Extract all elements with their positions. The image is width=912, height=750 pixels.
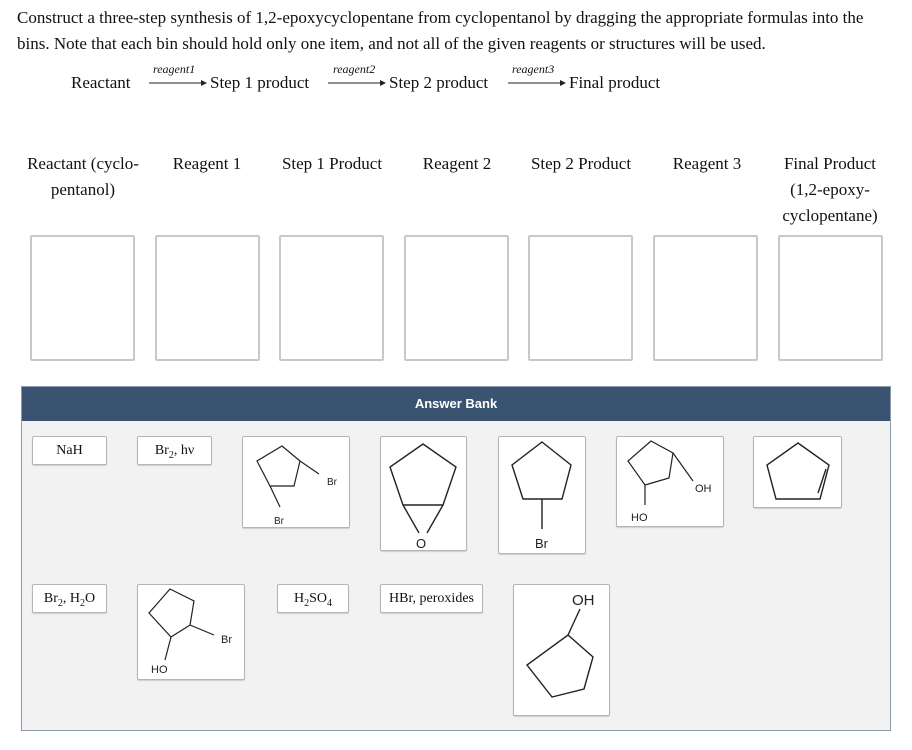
bin-label-final: Final Product (1,2-epoxy- cyclopentane): [782, 154, 878, 225]
svg-text:O: O: [416, 536, 427, 550]
cyclopentane-1,3-diol-icon: [617, 437, 723, 526]
tile-hbr-peroxides[interactable]: HBr, peroxides: [380, 584, 483, 613]
answer-bank-title: Answer Bank: [22, 387, 890, 421]
tile-bromocyclopentanol[interactable]: [137, 584, 245, 680]
tile-dibromocyclopentane[interactable]: [242, 436, 350, 528]
trans-2-bromocyclopentanol-icon: [138, 585, 244, 679]
scheme-step1: Step 1 product: [210, 73, 310, 92]
bin-final-product[interactable]: [778, 235, 883, 361]
tile-cyclopentene[interactable]: [753, 436, 842, 508]
bromocyclopentane-icon: [499, 437, 585, 553]
svg-text:HO: HO: [151, 664, 168, 676]
1-bromo-3-bromocyclopentane-icon: [243, 437, 349, 527]
epoxycyclopentane-icon: [381, 437, 466, 550]
bin-label-step1: Step 1 Product: [281, 154, 383, 173]
tile-cyclopentanol[interactable]: [513, 584, 610, 716]
svg-text:Br: Br: [327, 477, 337, 488]
bin-label-reagent1: Reagent 1: [172, 154, 242, 173]
scheme-step2: Step 2 product: [389, 73, 489, 92]
svg-text:OH: OH: [695, 483, 712, 495]
tile-br2-hv[interactable]: $Br_2$, hν: [137, 436, 212, 465]
scheme-reagent3: reagent3: [512, 62, 555, 76]
tile-nah[interactable]: NaH: [32, 436, 107, 465]
tile-br2-h2o[interactable]: $Br_2$, $H_2O$: [32, 584, 107, 613]
scheme-arrow-1: [149, 83, 207, 84]
svg-text:OH: OH: [572, 592, 595, 609]
tile-cyclopentanediol[interactable]: [616, 436, 724, 527]
svg-text:Br: Br: [535, 536, 548, 551]
bin-step1-product[interactable]: [279, 235, 384, 361]
scheme-arrow-2: [328, 83, 386, 84]
bin-label-step2: Step 2 Product: [530, 154, 632, 173]
scheme-arrow-3: [508, 83, 566, 84]
scheme-final: Final product: [569, 73, 661, 92]
svg-text:Br: Br: [221, 634, 232, 646]
bin-label-reagent2: Reagent 2: [422, 154, 492, 173]
bin-label-reactant: Reactant (cyclo- pentanol): [27, 154, 139, 199]
bin-reactant[interactable]: [30, 235, 135, 361]
scheme-reagent1: reagent1: [153, 62, 196, 76]
bin-reagent3[interactable]: [653, 235, 758, 361]
scheme-reactant: Reactant: [71, 73, 131, 92]
svg-text:Br: Br: [274, 516, 284, 527]
bin-step2-product[interactable]: [528, 235, 633, 361]
tile-bromocyclopentane[interactable]: [498, 436, 586, 554]
scheme-reagent2: reagent2: [333, 62, 376, 76]
bin-label-reagent3: Reagent 3: [672, 154, 742, 173]
bin-reagent1[interactable]: [155, 235, 260, 361]
tile-h2so4[interactable]: $H_2SO_4$: [277, 584, 349, 613]
instructions-text: Construct a three-step synthesis of 1,2-epoxycyclopentane from cyclopentanol by dragging the appropriate formulas into the bins. Note that each bin should hold only one item, and not all of the given reagents or structures will be used.: [17, 8, 864, 53]
svg-text:HO: HO: [631, 512, 648, 524]
bin-reagent2[interactable]: [404, 235, 509, 361]
cyclopentene-icon: [754, 437, 841, 507]
tile-epoxycyclopentane[interactable]: [380, 436, 467, 551]
cyclopentanol-icon: [514, 585, 609, 715]
